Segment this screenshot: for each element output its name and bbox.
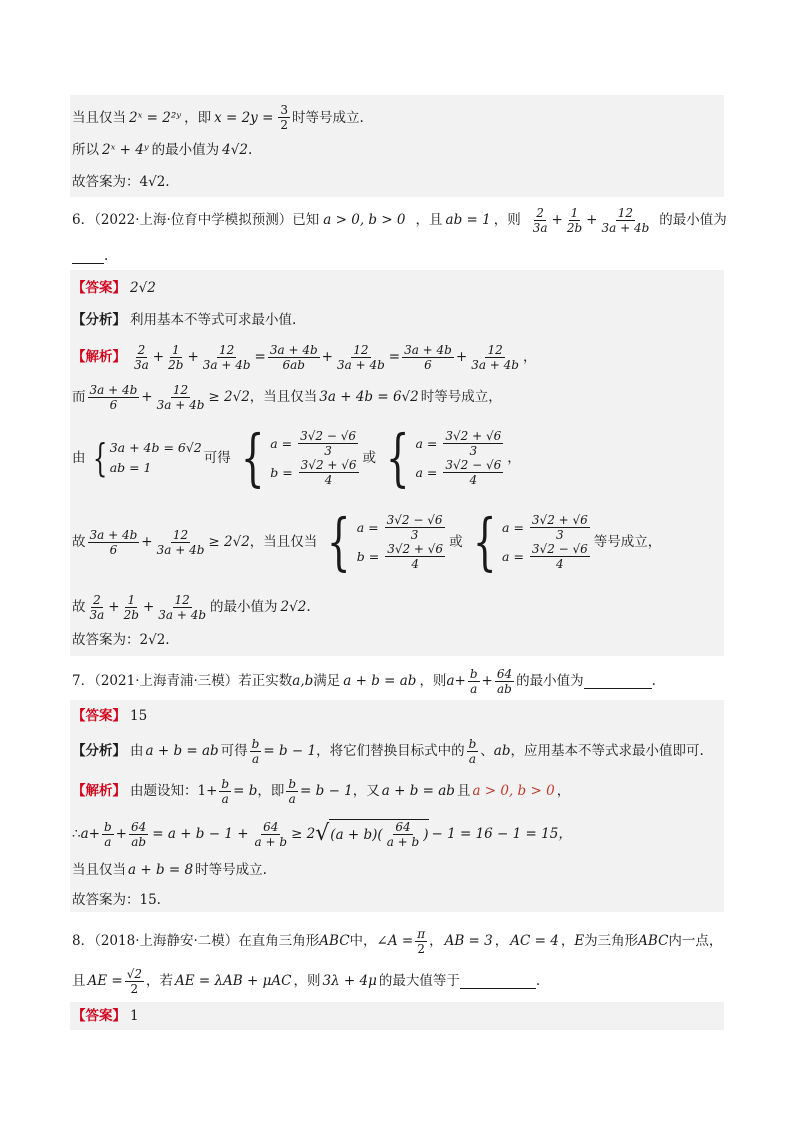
prev-line-2: 所以 2ˣ + 4ʸ 的最小值为 4√2 . [72, 142, 253, 158]
q6-solution-line-1: 【解析】 $\frac{2}{3a}$ + $\frac{1}{2b}$ + $\frac{12}{3a + 4b}$ = $\frac{3a + 4b}{6ab}$ + $\frac{12}{3a + 4b}$ = $\frac{3a + 4b}{6}$ + $\frac{12}{3a + 4b}$ ， [72, 342, 537, 372]
q7-answer: 【答案】 15 [72, 708, 148, 724]
q6-answer: 【答案】 2√2 [72, 280, 156, 296]
q6-stem: 6．（2022·上海·位育中学模拟预测）已知 a > 0, b > 0 ，且 ab = 1 ，则 $\frac{2}{3a}$ + $\frac{1}{2b}$ + $\frac{12}{3a + 4b}$ 的最小值为 [72, 205, 727, 235]
q8-stem-line-2: 且 AE = $\frac{√2}{2}$ ，若 AE = λAB + μAC ，则 3λ + 4μ 的最大值等于 . [72, 966, 541, 996]
equality-system-1: { a = $\frac{3√2 - √6}{3}$ b = $\frac{3√2 + √6}{4}$ [327, 505, 444, 578]
fraction: $\frac{3}{2}$ [280, 103, 289, 132]
q6-solution-line-2: 而 $\frac{3a + 4b}{6}$ + $\frac{12}{3a + 4b}$ ≥ 2√2 ，当且仅当 3a + 4b = 6√2 时等号成立， [72, 382, 502, 412]
system-of-equations: { 3a + 4b = 6√2 ab = 1 [92, 436, 202, 480]
solution-system-2: { a = $\frac{3√2 + √6}{3}$ a = $\frac{3√2 - √6}{4}$ [385, 421, 502, 494]
solution-system-1: { a = $\frac{3√2 - √6}{3}$ b = $\frac{3√2 + √6}{4}$ [240, 421, 357, 494]
q6-solution-line-4: 故 $\frac{3a + 4b}{6}$ + $\frac{12}{3a + 4b}$ ≥ 2√2 ，当且仅当 { a = $\frac{3√2 - √6}{3}$ b = $\frac{3√2 + √6}{4}$ 或 { a = $\frac{3√2 + √6}{3}$ a = $\frac{3√2 - √6}{4}$ 等号成立， [72, 505, 662, 578]
q7-solution-line-3: 当且仅当 a + b = 8 时等号成立. [72, 862, 267, 878]
q6-final-answer: 故答案为：2√2. [72, 632, 170, 648]
q6-solution-line-5: 故 $\frac{2}{3a}$ + $\frac{1}{2b}$ + $\frac{12}{3a + 4b}$ 的最小值为 2√2 . [72, 592, 311, 622]
q7-final-answer: 故答案为：15. [72, 892, 161, 908]
q7-analysis: 【分析】 由 a + b = ab 可得 $\frac{b}{a}$ = b − 1 ，将它们替换目标式中的 $\frac{b}{a}$ 、 ab ，应用基本不等式求最小值即可. [72, 736, 704, 766]
q6-solution-line-3: 由 { 3a + 4b = 6√2 ab = 1 可得 { a = $\frac{3√2 - √6}{3}$ b = $\frac{3√2 + √6}{4}$ 或 { a = $\frac{3√2 + √6}{3}$ a = $\frac{3√2 - √6}{4}$ ， [72, 421, 521, 494]
q6-analysis: 【分析】 利用基本不等式可求最小值. [72, 312, 297, 328]
q7-stem: 7．（2021·上海青浦·三模）若正实数 a,b 满足 a + b = ab ，则 a + $\frac{b}{a}$ + $\frac{64}{ab}$ 的最小值为 . [72, 666, 656, 696]
q8-stem-line-1: 8．（2018·上海静安·二模）在直角三角形 ABC 中， ∠A = $\frac{\pi}{2}$ ， AB = 3 ， AC = 4 ， E 为三角形 ABC 内一点， [72, 926, 723, 956]
q8-answer: 【答案】 1 [72, 1008, 139, 1024]
equality-system-2: { a = $\frac{3√2 + √6}{3}$ a = $\frac{3√2 - √6}{4}$ [472, 505, 588, 578]
prev-line-1: 当且仅当 2ˣ = 2²ʸ ，即 x = 2y = $\frac{3}{2}$ 时等号成立. [72, 103, 364, 132]
q7-solution-line-2: ∴ a + $\frac{b}{a}$ + $\frac{64}{ab}$ = a + b − 1 + $\frac{64}{a + b}$ ≥ 2 √ (a + b)( $\frac{64}{a + b}$ ) − 1 = 16 − 1 = 15， [72, 819, 572, 849]
q7-solution-line-1: 【解析】 由题设知： 1+ $\frac{b}{a}$ = b ，即 $\frac{b}{a}$ = b − 1 ，又 a + b = ab 且 a > 0, b > 0 ， [72, 776, 571, 806]
prev-final-answer: 故答案为：4√2. [72, 174, 170, 190]
q6-answer-blank[interactable]: . [72, 246, 724, 266]
